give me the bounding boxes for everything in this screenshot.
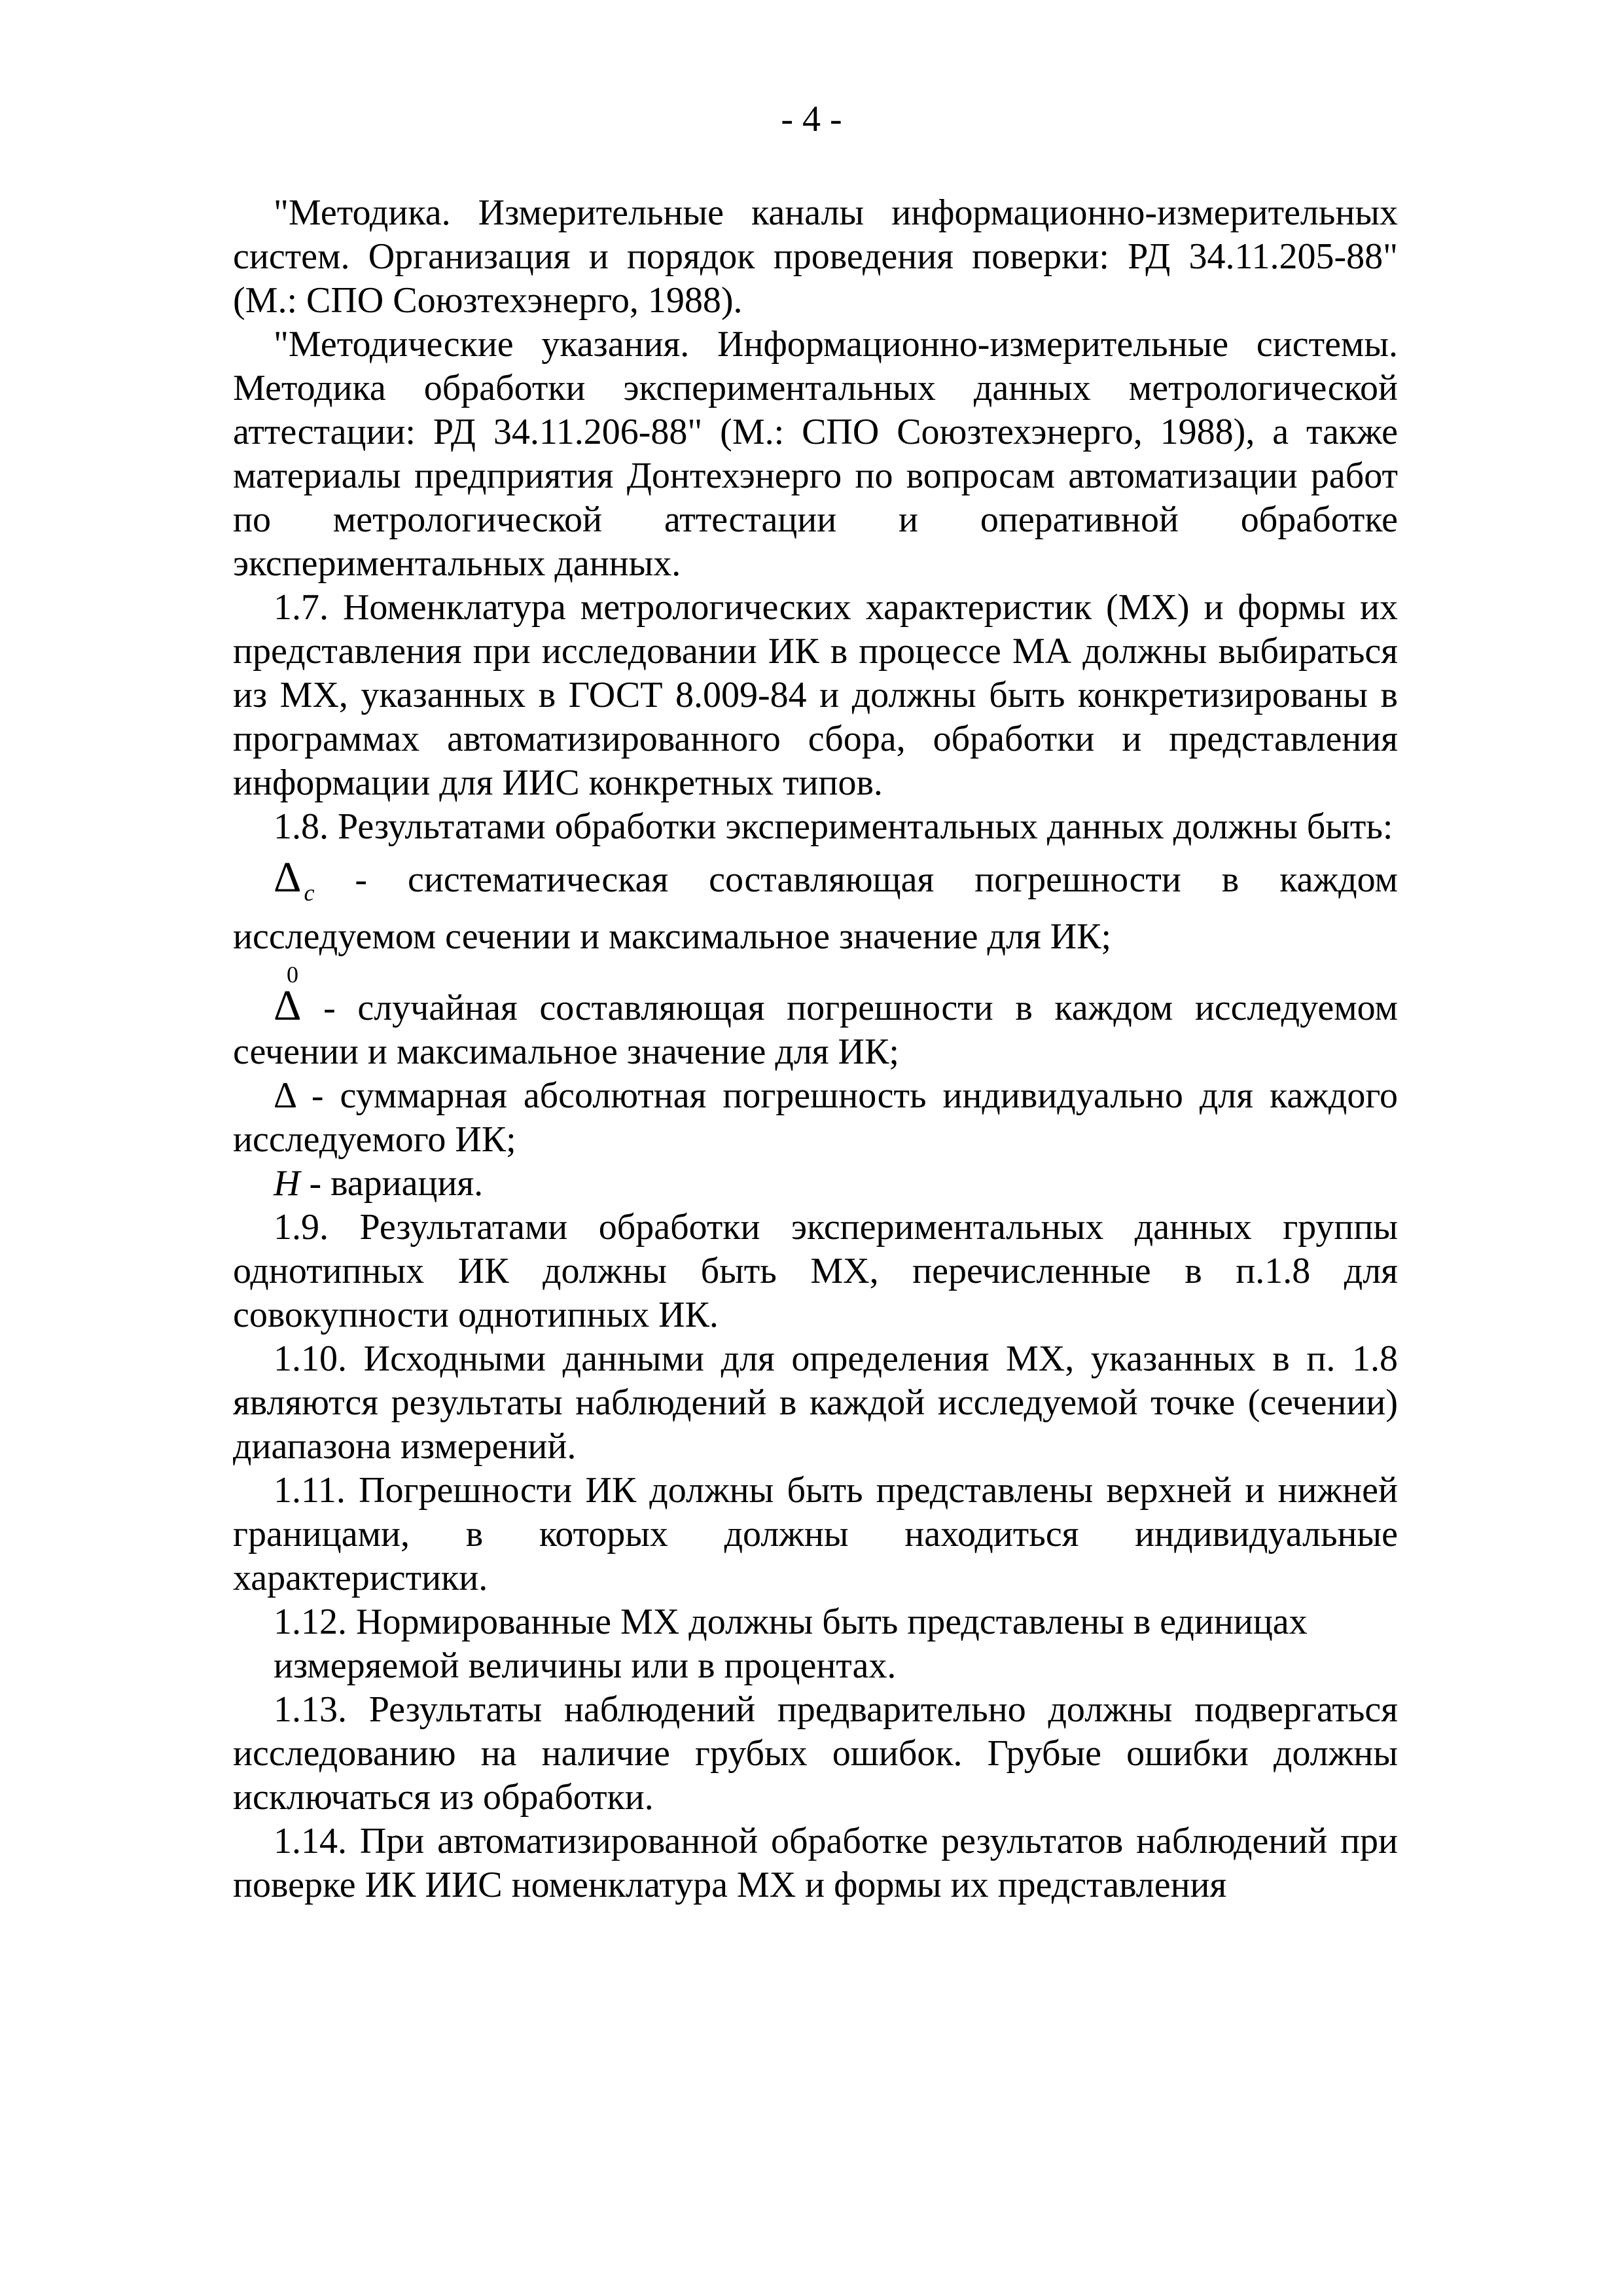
delta-description: - суммарная абсолютная погрешность индивидуально для каждого исследуемого ИК; <box>233 1075 1398 1160</box>
formula-random-error <box>233 984 1398 1074</box>
delta-c-description: - систематическая составляющая погрешности в каждом исследуемом сечении и максимальное значение для ИК; <box>233 859 1398 957</box>
delta-c-symbol: Δ <box>274 853 302 901</box>
h-symbol: H <box>274 1163 300 1204</box>
delta-c-subscript: c <box>304 880 315 906</box>
document-body <box>233 191 1398 1907</box>
random-error-superscript-row <box>233 959 1398 993</box>
delta-0-symbol: Δ <box>274 982 302 1030</box>
formula-systematic-error <box>233 855 1398 959</box>
paragraph-1-14: 1.14. При автоматизированной обработке результатов наблюдений при поверке ИК ИИС номенклатура МХ и формы их представления <box>233 1821 1398 1905</box>
paragraph-1-11: 1.11. Погрешности ИК должны быть представлены верхней и нижней границами, в которых должны находиться индивидуальные характеристики. <box>233 1470 1398 1598</box>
delta-symbol: Δ <box>274 1075 295 1116</box>
delta-0-description: - случайная составляющая погрешности в каждом исследуемом сечении и максимальное значение для ИК; <box>233 988 1398 1072</box>
formula-variation <box>233 1162 1398 1206</box>
paragraph-1-9: 1.9. Результатами обработки экспериментальных данных группы однотипных ИК должны быть МХ, перечисленные в п.1.8 для совокупности однотипных ИК. <box>233 1207 1398 1335</box>
formula-total-absolute-error <box>233 1074 1398 1162</box>
page-number: - 4 - <box>781 99 842 139</box>
paragraph-1-10: 1.10. Исходными данными для определения МХ, указанных в п. 1.8 являются результаты наблюдений в каждой исследуемой точке (сечении) диапазона измерений. <box>233 1338 1398 1467</box>
paragraph-1-13: 1.13. Результаты наблюдений предварительно должны подвергаться исследованию на наличие грубых ошибок. Грубые ошибки должны исключаться из обработки. <box>233 1689 1398 1818</box>
delta-0-superscript: 0 <box>287 961 298 988</box>
paragraph-1-7: 1.7. Номенклатура метрологических характеристик (МХ) и формы их представления при исследовании ИК в процессе МА должны выбираться из МХ, указанных в ГОСТ 8.009-84 и должны быть конкретизированы в программах автоматизированного сбора, обработки и представления информации для ИИС конкретных типов. <box>233 587 1398 803</box>
paragraph-methodical-instructions-rd-206: "Методические указания. Информационно-измерительные системы. Методика обработки экспериментальных данных метрологической аттестации: РД 34.11.206-88" (М.: СПО Союзтехэнерго, 1988), а также материалы предприятия Донтехэнерго по вопросам автоматизации работ по метрологической аттестации и оперативной обработке экспериментальных данных. <box>233 324 1398 584</box>
paragraph-methodology-rd-205: "Методика. Измерительные каналы информационно-измерительных систем. Организация и порядок проведения поверки: РД 34.11.205-88" (М.: СПО Союзтехэнерго, 1988). <box>233 192 1398 321</box>
paragraph-1-8: 1.8. Результатами обработки экспериментальных данных должны быть: <box>274 806 1393 847</box>
h-description: - вариация. <box>300 1163 484 1204</box>
paragraph-1-12: 1.12. Нормированные МХ должны быть представлены в единицах измеряемой величины или в процентах. <box>274 1602 1308 1686</box>
